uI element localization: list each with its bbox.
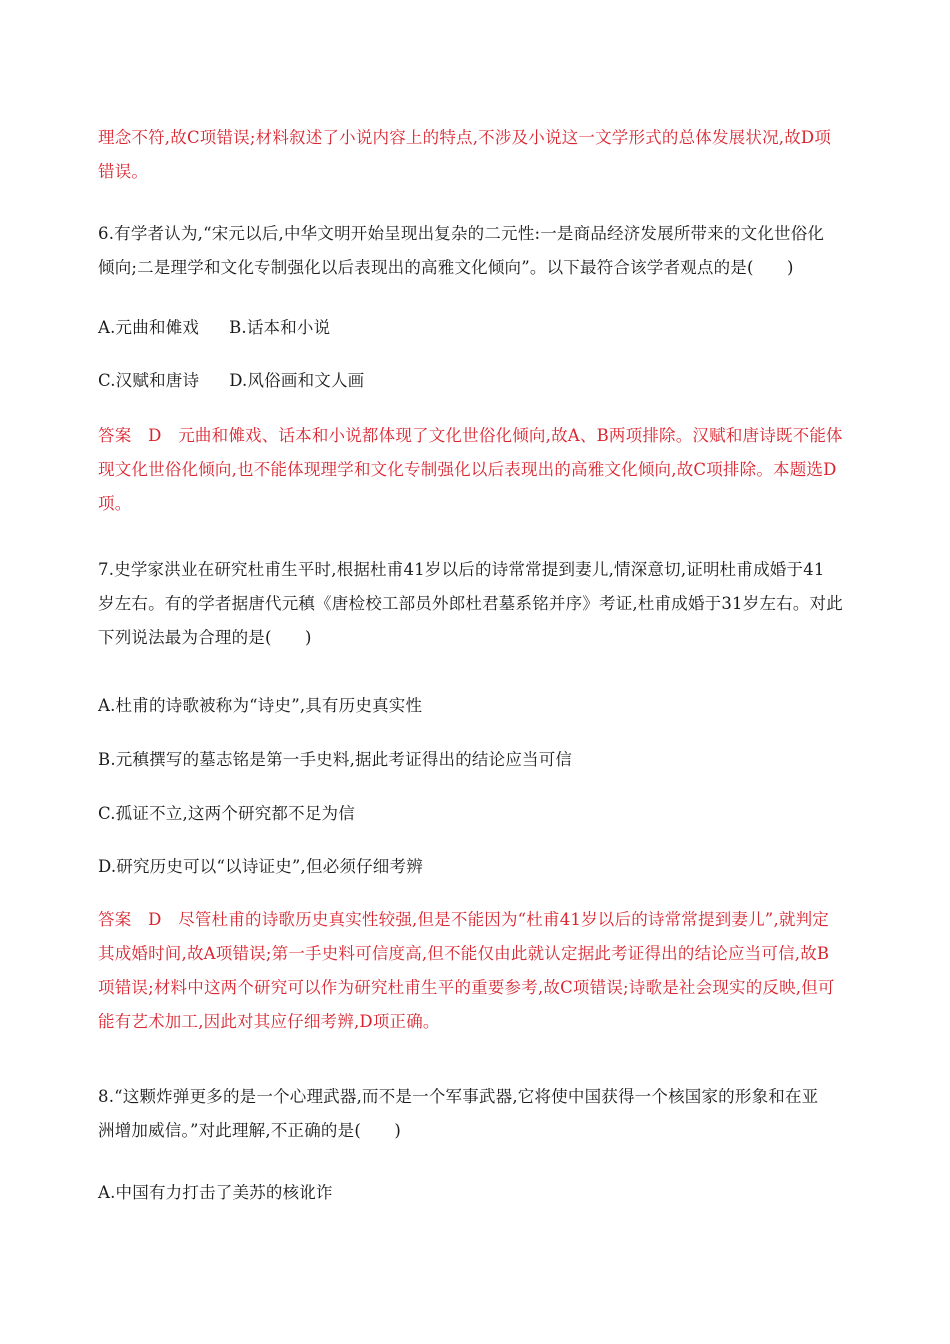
question-6 xyxy=(98,217,858,285)
answer-7 xyxy=(98,903,858,1039)
answer-line: 项错误;材料中这两个研究可以作为研究杜甫生平的重要参考,故C项错误;诗歌是社会现实的反映,但可 xyxy=(98,978,835,997)
answer-paragraph xyxy=(98,121,858,189)
question-line: 6.有学者认为,“宋元以后,中华文明开始呈现出复杂的二元性:一是商品经济发展所带来的文化世俗化 xyxy=(98,224,825,243)
option-d: D.研究历史可以“以诗证史”,但必须仔细考辨 xyxy=(98,857,423,876)
option-a: A.元曲和傩戏 xyxy=(98,318,200,337)
option-c: C.孤证不立,这两个研究都不足为信 xyxy=(98,804,355,823)
question-line: 洲增加威信。”对此理解,不正确的是( ) xyxy=(98,1121,402,1140)
option-c: C.汉赋和唐诗 xyxy=(98,371,200,390)
question-line: 7.史学家洪业在研究杜甫生平时,根据杜甫41岁以后的诗常常提到妻儿,情深意切,证明杜甫成婚于41 xyxy=(98,560,825,579)
option-a: A.杜甫的诗歌被称为“诗史”,具有历史真实性 xyxy=(98,696,423,715)
answer-line: 项。 xyxy=(98,494,132,513)
answer-line: 其成婚时间,故A项错误;第一手史料可信度高,但不能仅由此就认定据此考证得出的结论应当可信,故B xyxy=(98,944,830,963)
question-line: 倾向;二是理学和文化专制强化以后表现出的高雅文化倾向”。以下最符合该学者观点的是( ) xyxy=(98,258,794,277)
question-line: 下列说法最为合理的是( ) xyxy=(98,628,312,647)
question-line: 8.“这颗炸弹更多的是一个心理武器,而不是一个军事武器,它将使中国获得一个核国家的形象和在亚 xyxy=(98,1087,819,1106)
option-row xyxy=(98,364,858,398)
answer-line: 理念不符,故C项错误;材料叙述了小说内容上的特点,不涉及小说这一文学形式的总体发展状况,故D项 xyxy=(98,128,832,147)
option-b: B.话本和小说 xyxy=(229,318,331,337)
option-b: B.元稹撰写的墓志铭是第一手史料,据此考证得出的结论应当可信 xyxy=(98,750,573,769)
answer-line: 错误。 xyxy=(98,162,149,181)
option-a: A.中国有力打击了美苏的核讹诈 xyxy=(98,1183,333,1202)
answer-line: 答案 D 元曲和傩戏、话本和小说都体现了文化世俗化倾向,故A、B两项排除。汉赋和唐诗既不能体 xyxy=(98,426,843,445)
option-row xyxy=(98,311,858,345)
answer-line: 现文化世俗化倾向,也不能体现理学和文化专制强化以后表现出的高雅文化倾向,故C项排除。本题选D xyxy=(98,460,837,479)
question-7 xyxy=(98,553,858,655)
answer-line: 能有艺术加工,因此对其应仔细考辨,D项正确。 xyxy=(98,1012,440,1031)
question-8 xyxy=(98,1080,858,1148)
option-d: D.风俗画和文人画 xyxy=(229,371,365,390)
question-line: 岁左右。有的学者据唐代元稹《唐检校工部员外郎杜君墓系铭并序》考证,杜甫成婚于31岁左右。对此 xyxy=(98,594,843,613)
answer-line: 答案 D 尽管杜甫的诗歌历史真实性较强,但是不能因为“杜甫41岁以后的诗常常提到妻儿”,就判定 xyxy=(98,910,829,929)
answer-6 xyxy=(98,419,858,521)
